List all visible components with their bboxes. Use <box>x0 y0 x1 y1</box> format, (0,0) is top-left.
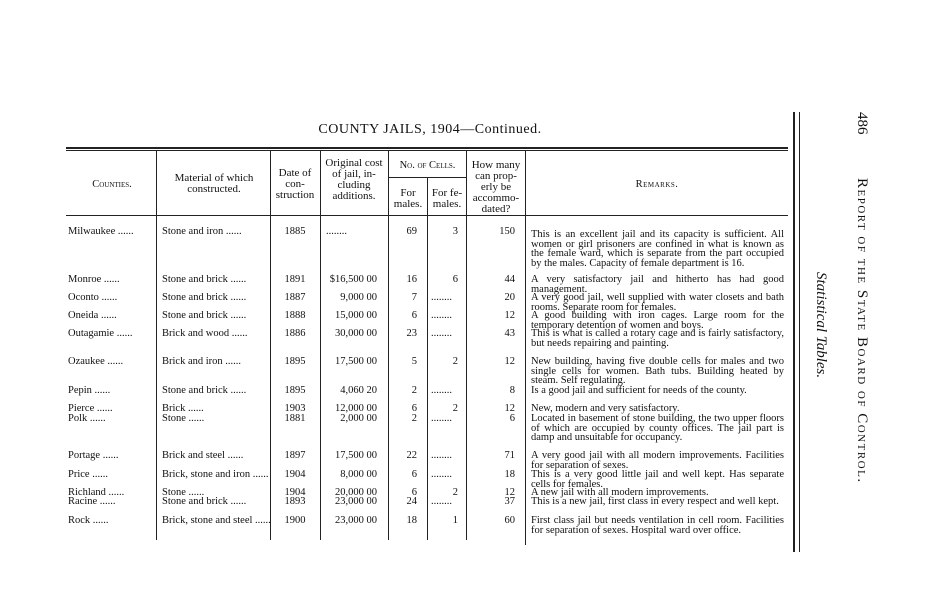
header-females: For fe- males. <box>431 187 463 210</box>
cell-cost: 17,500 00 <box>335 450 377 461</box>
cell-county: Polk ...... <box>68 413 106 424</box>
cell-females: 2 <box>452 403 458 414</box>
cell-remarks: New building, having five double cells for males and two single cells for women. Bath tubs. Building heated by steam. Self regulating. <box>531 356 784 387</box>
cell-females-empty: ........ <box>431 385 452 396</box>
cell-remarks: New, modern and very satisfactory. <box>531 403 680 414</box>
cell-males: 18 <box>406 515 417 526</box>
cell-county: Oconto ...... <box>68 292 118 303</box>
col-line <box>525 150 526 545</box>
cell-remarks: This is an excellent jail and its capacity is sufficient. All women or girl prisoners are confined in what is known as the female ward, which is separate from the part occupied by the males. Capacity of female department is 16. <box>531 229 784 269</box>
header-top-rule <box>66 147 788 149</box>
cell-males: 2 <box>411 385 417 396</box>
header-remarks: Remarks. <box>635 179 679 190</box>
cell-remarks: A new jail with all modern improvements. <box>531 487 709 498</box>
cell-remarks: This is a new jail, first class in every respect and well kept. <box>531 496 779 507</box>
cell-county: Pepin ...... <box>68 385 111 396</box>
cell-females: 1 <box>452 515 458 526</box>
cell-accommodated: 44 <box>504 274 515 285</box>
cell-males: 2 <box>411 413 417 424</box>
cell-accommodated: 12 <box>504 310 515 321</box>
cell-accommodated: 43 <box>504 328 515 339</box>
cell-material: Stone and brick ...... <box>162 385 247 396</box>
cell-cost: 17,500 00 <box>335 356 377 367</box>
cell-males: 69 <box>406 226 417 237</box>
cell-remarks: Is a good jail and sufficient for needs of the county. <box>531 385 747 396</box>
cell-county: Milwaukee ...... <box>68 226 134 237</box>
page-title: COUNTY JAILS, 1904—Continued. <box>318 122 542 137</box>
cell-date: 1881 <box>284 413 306 424</box>
cell-cost: 30,000 00 <box>335 328 377 339</box>
cell-females: 2 <box>452 487 458 498</box>
cell-cost: 4,060 20 <box>340 385 377 396</box>
cell-date: 1897 <box>284 450 306 461</box>
cell-females: 3 <box>452 226 458 237</box>
cell-females-empty: ........ <box>431 469 452 480</box>
cell-county: Price ...... <box>68 469 108 480</box>
cell-date: 1887 <box>284 292 306 303</box>
cell-material: Stone and brick ...... <box>162 310 247 321</box>
cell-date: 1893 <box>284 496 306 507</box>
cell-females-empty: ........ <box>431 310 452 321</box>
header-accommodated: How many can prop- erly be accommo- dated? <box>471 159 521 215</box>
cell-material: Stone and brick ...... <box>162 292 247 303</box>
cell-accommodated: 12 <box>504 356 515 367</box>
cell-cost: 23,000 00 <box>335 496 377 507</box>
header-top-rule-2 <box>66 150 788 151</box>
cell-accommodated: 150 <box>499 226 515 237</box>
cell-cost: 15,000 00 <box>335 310 377 321</box>
cell-remarks: This is a very good little jail and well kept. Has separate cells for females. <box>531 469 784 490</box>
cell-males: 23 <box>406 328 417 339</box>
cell-cost: 8,000 00 <box>340 469 377 480</box>
cell-remarks: A good building with iron cages. Large room for the temporary detention of women and boys. <box>531 310 784 331</box>
cell-males: 6 <box>411 310 417 321</box>
cell-material: Stone ...... <box>162 413 205 424</box>
cell-cost: 23,000 00 <box>335 515 377 526</box>
cell-males: 5 <box>411 356 417 367</box>
cell-accommodated: 37 <box>504 496 515 507</box>
header-date: Date of con- struction <box>275 167 315 201</box>
cell-accommodated: 20 <box>504 292 515 303</box>
header-counties: Counties. <box>92 179 132 190</box>
cell-accommodated: 18 <box>504 469 515 480</box>
header-cells-group: No. of Cells. <box>399 160 456 171</box>
cell-cost: 2,000 00 <box>340 413 377 424</box>
page-number: 486 <box>854 112 870 135</box>
cell-material: Brick and steel ...... <box>162 450 244 461</box>
cell-county: Outagamie ...... <box>68 328 133 339</box>
col-line <box>320 150 321 540</box>
cell-date: 1895 <box>284 385 306 396</box>
cell-material: Stone and brick ...... <box>162 274 247 285</box>
cell-cost: 20,000 00 <box>335 487 377 498</box>
cell-accommodated: 12 <box>504 487 515 498</box>
cell-county: Racine ...... <box>68 496 116 507</box>
cell-females-empty: ........ <box>431 496 452 507</box>
cell-remarks: This is what is called a rotary cage and is fairly satisfactory, but needs repairing and painting. <box>531 328 784 349</box>
cell-material: Brick and wood ...... <box>162 328 248 339</box>
cell-date: 1904 <box>284 487 306 498</box>
col-line <box>270 150 271 540</box>
cell-females-empty: ........ <box>431 413 452 424</box>
cell-material: Stone and brick ...... <box>162 496 247 507</box>
cell-material: Brick ...... <box>162 403 204 414</box>
cell-county: Richland ...... <box>68 487 125 498</box>
cell-date: 1900 <box>284 515 306 526</box>
cell-males: 7 <box>411 292 417 303</box>
cell-females-empty: ........ <box>431 292 452 303</box>
cell-accommodated: 8 <box>509 385 515 396</box>
running-head: Report of the State Board of Control. <box>854 178 870 484</box>
cell-material: Brick and iron ...... <box>162 356 242 367</box>
page-edge-line <box>799 112 800 552</box>
section-label: Statistical Tables. <box>813 272 829 379</box>
header-material: Material of which constructed. <box>174 172 254 195</box>
cell-county: Monroe ...... <box>68 274 120 285</box>
cell-remarks: A very satisfactory jail and hitherto has had good management. <box>531 274 784 295</box>
col-line <box>156 150 157 540</box>
cell-remarks: A very good jail with all modern improvements. Facilities for separation of sexes. <box>531 450 784 471</box>
cell-males: 22 <box>406 450 417 461</box>
cell-males: 24 <box>406 496 417 507</box>
cell-cost: 9,000 00 <box>340 292 377 303</box>
cell-county: Pierce ...... <box>68 403 113 414</box>
cell-remarks: Located in basement of stone building, the two upper floors of which are occupied by county offices. The jail part is damp and unsuitable for occupancy. <box>531 413 784 444</box>
cell-accommodated: 12 <box>504 403 515 414</box>
cell-accommodated: 71 <box>504 450 515 461</box>
cell-material: Stone and iron ...... <box>162 226 242 237</box>
cell-cost-empty: ........ <box>326 226 347 237</box>
header-males: For males. <box>393 187 423 210</box>
cell-date: 1891 <box>284 274 306 285</box>
cell-county: Ozaukee ...... <box>68 356 124 367</box>
cell-females-empty: ........ <box>431 450 452 461</box>
cell-accommodated: 6 <box>509 413 515 424</box>
cell-cost: $16,500 00 <box>329 274 377 285</box>
cell-material: Brick, stone and iron ...... <box>162 469 269 480</box>
cell-males: 6 <box>411 469 417 480</box>
cell-date: 1904 <box>284 469 306 480</box>
cell-material: Brick, stone and steel ...... <box>162 515 271 526</box>
cell-males: 6 <box>411 487 417 498</box>
cell-cost: 12,000 00 <box>335 403 377 414</box>
cell-material: Stone ...... <box>162 487 205 498</box>
cell-date: 1888 <box>284 310 306 321</box>
cell-remarks: A very good jail, well supplied with water closets and bath rooms. Separate room for females. <box>531 292 784 313</box>
cell-date: 1895 <box>284 356 306 367</box>
cell-county: Oneida ...... <box>68 310 117 321</box>
cell-females-empty: ........ <box>431 328 452 339</box>
cell-females: 6 <box>452 274 458 285</box>
header-cost: Original cost of jail, in- cluding additions. <box>325 157 383 202</box>
cell-date: 1886 <box>284 328 306 339</box>
cell-remarks: First class jail but needs ventilation in cell room. Facilities for separation of sexes. Hospital ward over office. <box>531 515 784 536</box>
cell-males: 6 <box>411 403 417 414</box>
cell-males: 16 <box>406 274 417 285</box>
cell-county: Rock ...... <box>68 515 109 526</box>
cell-date: 1885 <box>284 226 306 237</box>
cell-females: 2 <box>452 356 458 367</box>
cell-county: Portage ...... <box>68 450 119 461</box>
page-edge-line <box>793 112 795 552</box>
cell-accommodated: 60 <box>504 515 515 526</box>
cell-date: 1903 <box>284 403 306 414</box>
